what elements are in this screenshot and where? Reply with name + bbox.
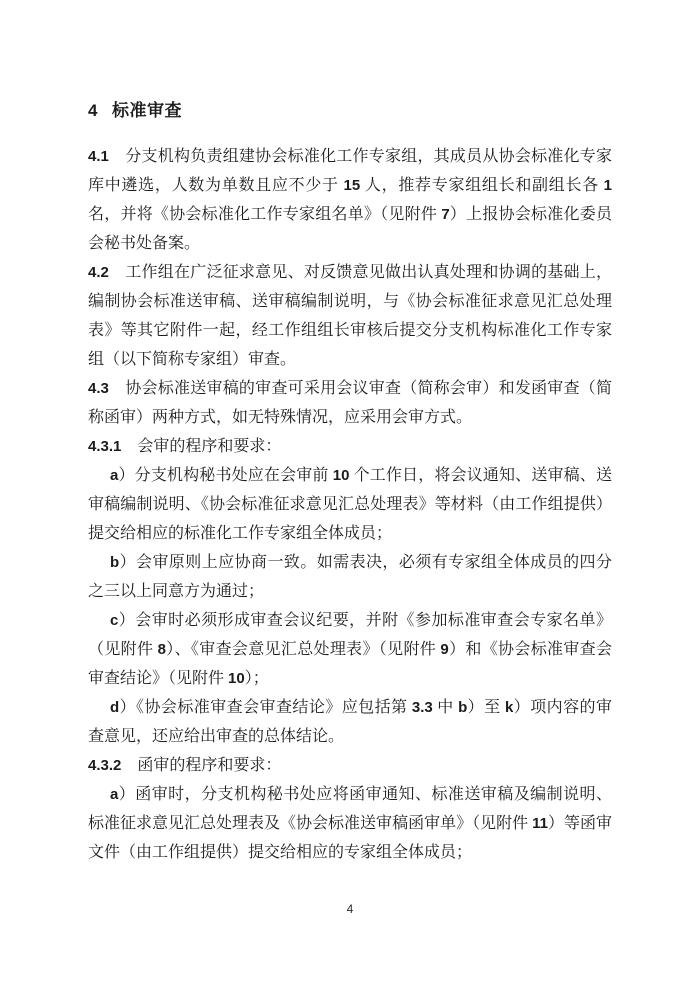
paragraph-4-1: 4.1 分支机构负责组建协会标准化工作专家组，其成员从协会标准化专家库中遴选，人数为单数且应不少于 15 人，推荐专家组组长和副组长各 1 名，并将《协会标准化工作专家组名单》（见附件 7）上报协会标准化委员会秘书处备案。 <box>88 148 612 252</box>
section-heading-title: 标准审查 <box>111 101 182 120</box>
list-item-4-3-1-c: c）会审时必须形成审查会议纪要，并附《参加标准审查会专家名单》（见附件 8）、《审查会意见汇总处理表》（见附件 9）和《协会标准审查会审查结论》（见附件 10）； <box>88 612 612 687</box>
list-item-4-3-1-a: a）分支机构秘书处应在会审前 10 个工作日，将会议通知、送审稿、送审稿编制说明、《协会标准征求意见汇总处理表》等材料（由工作组提供）提交给相应的标准化工作专家组全体成员； <box>88 467 612 542</box>
list-item-4-3-1-d: d）《协会标准审查会审查结论》应包括第 3.3 中 b）至 k）项内容的审查意见，还应给出审查的总体结论。 <box>88 699 612 745</box>
section-heading <box>88 96 612 125</box>
section-heading-number: 4 <box>88 101 98 120</box>
list-item-4-3-1-b: b）会审原则上应协商一致。如需表决，必须有专家组全体成员的四分之三以上同意方为通过； <box>88 554 612 600</box>
list-item-4-3-2-a: a）函审时，分支机构秘书处应将函审通知、标准送审稿及编制说明、标准征求意见汇总处理表及《协会标准送审稿函审单》（见附件 11）等函审文件（由工作组提供）提交给相应的专家组全体成员； <box>88 786 612 861</box>
paragraph-4-3-2: 4.3.2 函审的程序和要求： <box>88 757 282 774</box>
page-number: 4 <box>346 902 354 916</box>
paragraph-4-3: 4.3 协会标准送审稿的审查可采用会议审查（简称会审）和发函审查（简称函审）两种方式，如无特殊情况，应采用会审方式。 <box>88 380 612 426</box>
document-content <box>88 96 612 867</box>
paragraph-4-2: 4.2 工作组在广泛征求意见、对反馈意见做出认真处理和协调的基础上，编制协会标准送审稿、送审稿编制说明，与《协会标准征求意见汇总处理表》等其它附件一起，经工作组组长审核后提交分支机构标准化工作专家组（以下简称专家组）审查。 <box>88 264 612 368</box>
paragraph-4-3-1: 4.3.1 会审的程序和要求： <box>88 438 282 455</box>
